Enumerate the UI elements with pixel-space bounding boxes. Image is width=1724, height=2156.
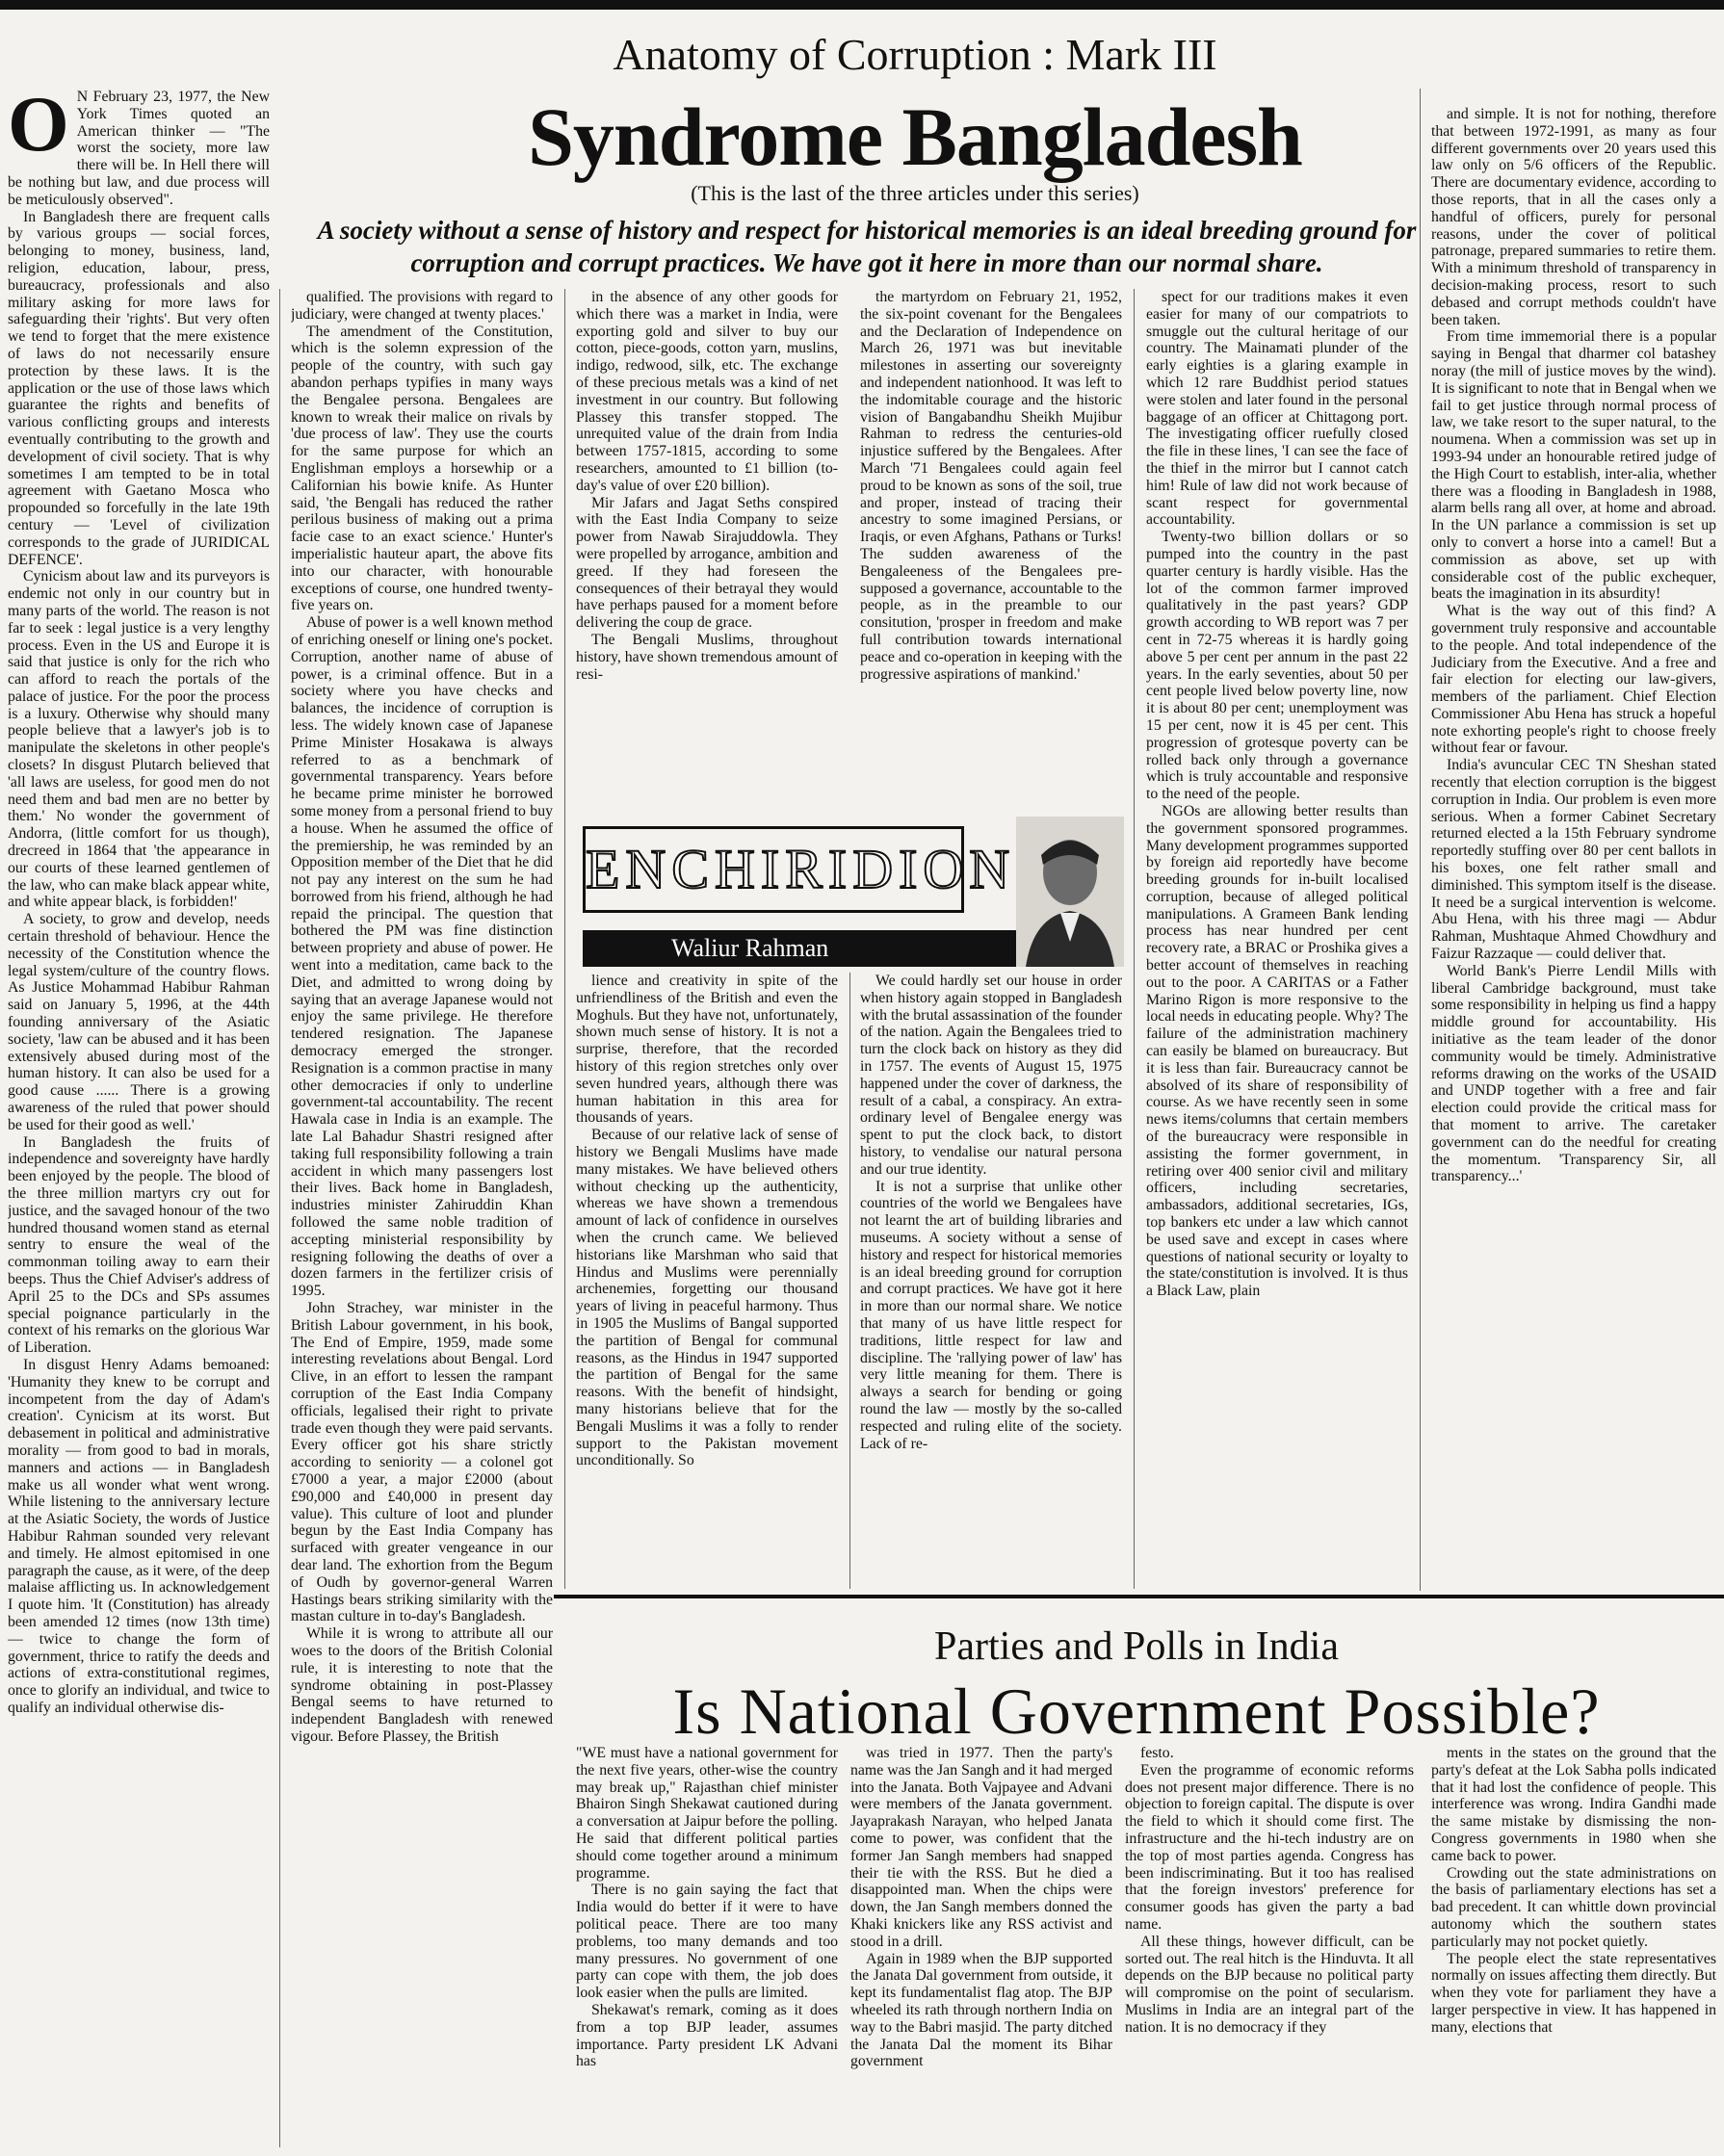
article-paragraph: Mir Jafars and Jagat Seths conspired with the East India Company to seize power from Nawab Sirajuddowla. They were propelled by arrogance, ambition and greed. If they had foreseen the consequences of their betrayal they would have perhaps paused for a moment before delivering the coup de grace. [576,494,838,632]
article2-kicker: Parties and Polls in India [934,1624,1339,1669]
article-paragraph: A society, to grow and develop, needs certain threshold of behaviour. Hence the necessity of the Constitution whence the legal system/culture of the country flows. As Justice Mohammad Habibur Rahman said on January 5, 1996, at the 44th founding anniversary of the Asiatic society, 'law can be abused and it has been extensively abused during most of the human history. It can also be used for a good cause ...... There is a growing awareness of the ruled that power should be used for their good as well.' [8,911,270,1133]
article-paragraph: In disgust Henry Adams bemoaned: 'Humanity they knew to be corrupt and incompetent from the day of Adam's creation'. Cynicism at its worst. But debasement in political and administrative morality — from good to bad in morals, manners and actions — in Bangladesh make us all wonder what went wrong. While listening to the anniversary lecture at the Asiatic Society, the words of Justice Habibur Rahman sounded very relevant and timely. He almost epitomised in one paragraph the cause, as it were, of the deep malaise afflicting us. In acknowledgement I quote him. 'It (Constitution) has already been amended 12 times (now 13th time) — twice to change the form of government, thrice to ratify the deeds and actions of extra-constitutional regimes, once to glorify an individual, and twice to qualify an individual otherwise dis- [8,1356,270,1716]
article-kicker: Anatomy of Corruption : Mark III [613,30,1217,79]
article-column-3 [576,289,838,804]
author-byline: Waliur Rahman [671,934,829,962]
article-paragraph: There is no gain saying the fact that India would do better if it were to have political peace. There are too many problems, too many demands and too many pressures. No government of one party can cope with them, the job does look easier when the pulls are limited. [576,1882,838,2002]
column-divider [1134,289,1135,1589]
article-paragraph: Crowding out the state administrations on the basis of parliamentary elections has set a bad precedent. It can whittle down provincial autonomy which the southern states particularly may not pocket quietly. [1431,1864,1716,1950]
article-paragraph: The Bengali Muslims, throughout history, have shown tremendous amount of resi- [576,631,838,683]
article-paragraph: World Bank's Pierre Lendil Mills with liberal Cambridge background, must take some responsibility in helping us find a happy middle ground for accountability. His initiative as the team leader of the donor community would be timely. Administrative reforms drawing on the works of the USAID and UNDP together with a free and fair election could provide the critical mass for that moment to arrive. The caretaker government can do the needful for creating the momentum. 'Transparency Sir, all transparency...' [1431,962,1716,1185]
drop-cap: O [8,89,69,168]
article-paragraph: was tried in 1977. Then the party's name was the Jan Sangh and it had merged into the Janata. Both Vajpayee and Advani were members of the Janata government. Jayaprakash Narayan, who helped Janata come to power, was confident that the former Jan Sangh members had snapped their tie with the RSS. But he died a disappointed man. When the chips were down, the Jan Sangh members donned the Khaki knickers like any RSS activist and stood in a drill. [850,1745,1112,1950]
article-paragraph: the martyrdom on February 21, 1952, the six-point covenant for the Bengalees and the Declaration of Independence on March 26, 1971 was but inevitable milestones in asserting our sovereignty and independent nationhood. It was left to the indomitable courage and the historic vision of Bangabandhu Sheikh Mujibur Rahman to redress the centuries-old injustice suffered by the Bengalees. After March '71 Bengalees could again feel proud to be known as sons of the soil, true and proper, instead of tracing their ancestry to some imagined Persians, or Iraqis, or even Afghans, Pathans or Turks! The sudden awareness of the Bengaleeness of the Bengalees pre-supposed a governance, accountable to the people, as in the preamble to our consitution, 'prosper in freedom and make full contribution towards international peace and co-operation in keeping with the progressive aspirations of mankind.' [860,289,1122,683]
article-paragraph: The people elect the state representatives normally on issues affecting them directly. But when they vote for parliament they have a larger perspective in view. It has happened in many, elections that [1431,1950,1716,2036]
article-column-4 [860,289,1122,804]
article-paragraph: in the absence of any other goods for which there was a market in India, were exporting gold and silver to buy our cotton, piece-goods, cotton yarn, muslins, indigo, redwood, silk, etc. The exchange of these precious metals was a kind of net investment in our country. But following Plassey this transfer stopped. The unrequited value of the drain from India between 1757-1815, according to some researchers, amounted to £1 billion (to-day's value of over £20 billion). [576,289,838,494]
author-portrait [1016,817,1124,967]
article-paragraph: In Bangladesh there are frequent calls by various groups — social forces, belonging to money, business, land, religion, education, labour, press, bureaucracy, professionals and also military asking for more laws for safeguarding their 'rights'. But very often we tend to forget that the mere existence of laws do not necessarily ensure protection by these laws. It is the application or the use of those laws which guarantee the rights and benefits of various conflicting groups and interests eventually contributing to the growth and development of civil society. That is why sometimes I am tempted to be in total agreement with Gaetano Mosca who propounded so forcefully in the late 19th century — 'Level of civilization corresponds to the grade of JURIDICAL DEFENCE'. [8,208,270,568]
article-paragraph: lience and creativity in spite of the unfriendliness of the British and even the Moghuls. But they have not, unfortunately, shown much sense of history. It is not a surprise, therefore, that the recorded history of this region stretches only over seven hundred years, although there was human habitation in this area for thousands of years. [576,973,838,1127]
article-paragraph: Again in 1989 when the BJP supported the Janata Dal government from outside, it kept its fundamentalist flag atop. The BJP wheeled its rath through northern India on way to the Babri masjid. The party ditched the Janata Dal the moment its Bihar government [850,1950,1112,2070]
column-divider [564,289,565,1589]
article2-column-3 [1125,1745,1414,2154]
article-paragraph: We could hardly set our house in order when history again stopped in Bangladesh with the brutal assassination of the founder of the nation. Again the Bengalees tried to turn the clock back on history as they did in 1757. The events of August 15, 1975 happened under the cover of darkness, the result of a cabal, a conspiracy. An extra-ordinary level of Bengalee energy was spent to put the clock back, to distort history, to vendalise our natural persona and our true identity. [860,973,1122,1178]
article2-headline: Is National Government Possible? [672,1675,1601,1748]
article2-column-4 [1431,1745,1716,2154]
article-paragraph: NGOs are allowing better results than the government sponsored programmes. Many development programmes supported by foreign aid reportedly have become breeding grounds for in-built localised corruption, because of alleged political manipulations. A Grameen Bank lending process has near hundred per cent recovery rate, a BRAC or Proshika gives a better account of themselves in reaching out to the poor. A CARITAS or a Father Marino Rigon is more responsive to the local needs in educating people. Why? The failure of the administration machinery can easily be blamed on bureaucracy. But it is less than fair. Bureaucracy cannot be absolved of its share of responsibility of course. As we have recently seen in some news items/columns that certain members of the bureaucracy were responsible in assisting the former government, in retiring over 400 senior civil and military officers, including secretaries, ambassadors, additional secretaries, IGs, top bankers etc under a law which cannot be used save and except in cases where questions of national security or loyalty to the state/constitution is involved. It is thus a Black Law, plain [1146,802,1408,1300]
article-paragraph: spect for our traditions makes it even easier for many of our compatriots to smuggle out the cultural heritage of our country. The Mainamati plunder of the early eighties is a glaring example in which 12 rare Buddhist period statues were stolen and later found in the personal baggage of an officer at Chittagong port. The investigating officer ruefully closed the file in these lines, 'I can see the face of the thief in the mirror but I cannot catch him! Rule of law did not work because of scant respect for governmental accountability. [1146,289,1408,529]
article-column-1 [8,89,270,2154]
series-note: (This is the last of the three articles under this series) [691,181,1139,205]
article-paragraph: John Strachey, war minister in the British Labour government, in his book, The End of Empire, 1959, made some interesting revelations about Bengal. Lord Clive, in an effort to lessen the rampant corruption of the East India Company officials, legalised their right to private trade even though they were paid servants. Every officer got his share strictly according to seniority — a colonel got £7000 a year, a major £2000 (about £90,000 and £40,000 in present day value). This culture of loot and plunder begun by the East India Company has surfaced with greater vengeance in our dear land. The exhortion from the Begum of Oudh by governor-general Warren Hastings bears striking similarity with the mastan culture in to-day's Bangladesh. [291,1300,553,1625]
article2-column-2 [850,1745,1112,2154]
article-paragraph: All these things, however difficult, can be sorted out. The real hitch is the Hinduvta. It all depends on the BJP because no political party will compromise on the point of secularism. Muslims in India are an integral part of the nation. It is no democracy if they [1125,1933,1414,2036]
byline-bar [583,930,1016,967]
article-column-2 [291,289,553,2154]
article-paragraph: India's avuncular CEC TN Sheshan stated recently that election corruption is the biggest corruption in India. Our problem is even more serious. When a former Cabinet Secretary returned elected a la 15th February syndrome reportedly stuffing over 80 per cent ballots in his boxes, one felt rather small and diminished. This symptom itself is the disease. It need be a surgical intervention is welcome. Abu Hena, with his three magi — Abdur Rahman, Mushtaque Ahmed Chowdhury and Faizur Razzaque — could deliver that. [1431,757,1716,963]
article-column-6 [1431,106,1716,1589]
article-column-5 [1146,289,1408,1589]
article-paragraph: ments in the states on the ground that the party's defeat at the Lok Sabha polls indicated that it had lost the confidence of people. This interference was wrong. Indira Gandhi made the same mistake by dismissing the non-Congress governments in 1980 when she came back to power. [1431,1745,1716,1864]
article-paragraph: Even the programme of economic reforms does not present major difference. There is no objection to foreign capital. The dispute is over the field to which it should come first. The infrastructure and the hi-tech industry are on the top of most parties agenda. Congress has been indiscriminating. But it too has realised that the foreign investors' preference for consumer goods has given the party a bad name. [1125,1761,1414,1933]
article-paragraph: qualified. The provisions with regard to judiciary, were changed at twenty places.' [291,289,553,323]
article-paragraph: Twenty-two billion dollars or so pumped into the country in the past quarter century is hardly visible. Has the lot of the common farmer improved qualitatively in the past years? GDP growth according to WB report was 7 per cent in 72-75 whereas it is hardly going above 5 per cent per annum in the past 22 years. In the early seventies, about 50 per cent people lived below poverty line, now it is about 80 per cent; unemployment was 15 per cent, now it is 45 per cent. This progression of grotesque poverty can be rolled back only through a governance which is truly accountable and responsive to the need of the people. [1146,529,1408,803]
article-paragraph: From time immemorial there is a popular saying in Bengal that dharmer col batashey noray (the mill of justice moves by the wind). It is significant to note that in Bengal when we fail to get justice through normal process of law, we take resort to the super natural, to the noumena. When a commission was set up in 1993-94 under an honourable retired judge of the High Court to establish, inter-alia, whether there was a flooding in Bangladesh in 1988, alarm bells rang all over, at home and abroad. In the UN parlance a commission is set up only to convert a horse into a camel! But a commission as above, set up with considerable cost of the public exchequer, beats the imagination in its absurdity! [1431,328,1716,603]
article-paragraph: Because of our relative lack of sense of history we Bengali Muslims have made many mistakes. We have believed others without checking up the authenticity, whereas we have shown a tremendous amount of lack of confidence in ourselves when the crunch came. We believed historians like Marshman who said that Hindus and Muslims were perennially archenemies, forgetting our thousand years of living in peaceful harmony. Thus in 1905 the Muslims of Bangal supported the partition of Bengal for communal reasons, as the Hindus in 1947 supported the partition of Bengal for the same reasons. With the benefit of hindsight, many historians believe that for the Bengali Muslims it was a folly to render support to the Pakistan movement unconditionally. So [576,1127,838,1469]
article-column-4-lower [860,973,1122,1589]
column-divider [1420,89,1421,1591]
article-paragraph: Abuse of power is a well known method of enriching oneself or lining one's pocket. Corruption, another name of abuse of power, is a criminal offence. But in a society where you have checks and balances, the incidence of corruption is less. The widely known case of Japanese Prime Minister Hosakawa is always referred to as a benchmark of governmental transparency. Years before he became prime minister he borrowed some money from a personal friend to buy a house. When he assumed the office of the premiership, he was reminded by an Opposition member of the Diet that he did not pay any interest on the sum he had borrowed from his friend, although he had repaid the principal. The question that bothered the PM was fine distinction between propriety and abuse of power. He went into a meditation, came back to the Diet, and admitted to wrong doing by saying that an average Japanese would not enjoy the same privilege. He therefore tendered resignation. The Japanese democracy emerged the stronger. Resignation is a common practise in many other democracies if only to underline government-tal accountability. The recent Hawala case in India is an example. The late Lal Bahadur Shastri resigned after taking full responsibility following a train accident in which many passengers lost their lives. Back home in Bangladesh, industries minister Zahiruddin Khan followed the same noble tradition of accepting ministerial responsibility by resigning following the deaths of over a dozen farmers in the fertilizer crisis of 1995. [291,614,553,1300]
article-paragraph: Cynicism about law and its purveyors is endemic not only in our country but in many parts of the world. The reason is not far to seek : legal justice is a very lengthy process. Even in the US and Europe it is said that justice is only for the rich who can afford to reach the portals of the palace of justice. For the poor the process is a luxury. Otherwise why should many people believe that a lawyer's job is to manipulate the skeletons in other people's closets? In disgust Plutarch believed that 'all laws are useless, for good men do not need them and bad men are no better by them.' No wonder the government of Andorra, (little comfort for us though), drecreed in 1864 that 'the appearance in our courts of these learned gentlemen of the law, who can make black appear white, and white appear black, is forbidden!' [8,568,270,911]
top-rule [0,0,1724,10]
article-deck: A society without a sense of history and respect for historical memories is an ideal breeding ground for corruption and corrupt practices. We have got it here in more than our normal share. [317,216,1417,277]
article-paragraph: While it is wrong to attribute all our woes to the doors of the British Colonial rule, it is interesting to note that the syndrome obtaining in post-Plassey Bengal seems to have returned to independent Bangladesh with renewed vigour. Before Plassey, the British [291,1625,553,1745]
column-name: ENCHIRIDION [583,826,964,913]
column-logo-box [583,817,1122,971]
article-divider [554,1595,1724,1598]
article-headline: Syndrome Bangladesh [528,91,1302,183]
article-paragraph: The amendment of the Constitution, which is the solemn expression of the people of the country, with such gay abandon perhaps typifies in many ways the Bengalee persona. Bengalees are known to wreak their malice on rivals by 'due process of law'. They use the courts for the same purpose for which an Englishman employs a horsewhip or a Californian his bowie knife. As Hunter said, 'the Bengali has reduced the rather perilous business of making out a prima facie case to an exact science.' Hunter's imperialistic hauteur apart, the above fits into our character, with honourable exceptions of course, one hundred twenty-five years on. [291,323,553,614]
column-divider [279,289,280,2147]
article-paragraph: "WE must have a national government for the next five years, other-wise the country may break up," Rajasthan chief minister Bhairon Singh Shekawat cautioned during a conversation at Jaipur before the polling. He said that different political parties should come together around a minimum programme. [576,1745,838,1882]
article-paragraph: What is the way out of this find? A government truly responsive and accountable to the people. And total independence of the Judiciary from the Executive. And a free and fair election for electing our law-givers, members of the parliament. Chief Election Commissioner Abu Hena has struck a hopeful note exhorting people's right to choose freely without fear or favour. [1431,603,1716,757]
article-paragraph: and simple. It is not for nothing, therefore that between 1972-1991, as many as four different governments over 20 years used this law only on 5/6 officers of the Republic. There are documentary evidence, according to those reports, that in all the cases only a handful of officers, purely for personal reasons, under the cover of political patronage, prepared summaries to retire them. With a minimum threshold of transparency in decision-making process, resort to such debased and corrupt methods couldn't have been taken. [1431,106,1716,328]
column-divider [849,973,850,1589]
article-paragraph: O N February 23, 1977, the New York Times quoted an American thinker — "The worst the society, more law there will be. In Hell there will be nothing but law, and due process will be meticulously observed". [8,89,270,208]
article2-column-1 [576,1745,838,2154]
article-paragraph: festo. [1140,1745,1174,1761]
article-column-3-lower [576,973,838,1589]
article-paragraph: In Bangladesh the fruits of independence and sovereignty have hardly been enjoyed by the people. The blood of the three million martyrs cry out for justice, and the savaged honour of the two hundred thousand women stand as eternal sentry to ensure the weal of the commonman toiling away to earn their beeps. Thus the Chief Adviser's address of April 25 to the DCs and SPs assumes special poignance particularly in the context of his remarks on the glorious War of Liberation. [8,1133,270,1357]
article-paragraph: Shekawat's remark, coming as it does from a top BJP leader, assumes importance. Party president LK Advani has [576,2001,838,2070]
article-paragraph: It is not a surprise that unlike other countries of the world we Bengalees have not learnt the art of building libraries and museums. A society without a sense of history and respect for historical memories is an ideal breeding ground for corruption and corrupt practices. We have got it here in more than our normal share. We notice that many of us have little respect for traditions, little respect for law and discipline. The 'rallying power of law' has very little meaning for them. There is always a search for bending or going round the law — mostly by the so-called respected and ruling elite of the society. Lack of re- [860,1178,1122,1452]
